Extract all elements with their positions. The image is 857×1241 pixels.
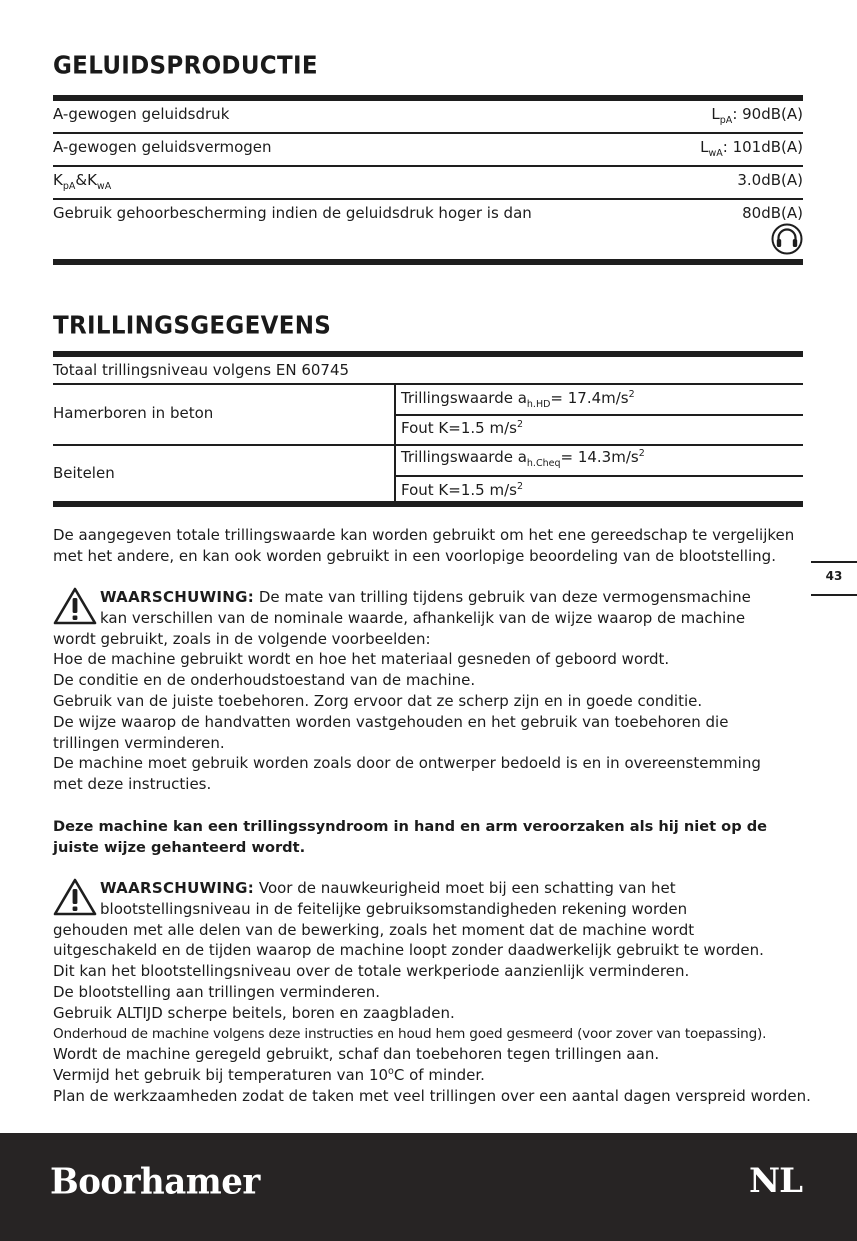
noise-heading: GELUIDSPRODUCTIE bbox=[53, 52, 318, 81]
vibration-value: Trillingswaarde $a_{h.Cheq}= 14.3m/s^2$ bbox=[401, 448, 645, 469]
noise-row-value: $L_{wA}$: 101dB(A) bbox=[700, 138, 803, 159]
divider bbox=[53, 165, 803, 167]
vibration-value: Trillingswaarde $a_{h.HD}= 17.4m/s^2$ bbox=[401, 389, 635, 410]
page-number: 43 bbox=[825, 569, 843, 583]
ear-protection-icon bbox=[771, 223, 803, 255]
page-tab-rule bbox=[811, 594, 857, 596]
vibration-error: Fout K=1.5 $m/s^2$ bbox=[401, 419, 523, 437]
column-divider bbox=[394, 445, 396, 502]
warning-2: WAARSCHUWING: Voor de nauwkeurigheid moet bij een schatting van het blootstellingsniveau in de feitelijke gebruiksomstandigheden rekening worden gehouden met alle delen van de bewerking, zoals het moment dat de machine wordt uitgeschakeld en de tijden waarop de machine loopt zonder daadwerkelijk gebruikt te worden. Dit kan het blootstellingsniveau over de totale werkperiode aanzienlijk verminderen. De blootstelling aan trillingen verminderen. Gebruik ALTIJD scherpe beitels, boren en zaagbladen. Onderhoud de machine volgens deze instructies en houd hem goed gesmeerd (voor zover van toepassing). Wordt de machine geregeld gebruikt, schaf dan toebehoren tegen trillingen aan. Vermijd het gebruik bij temperaturen van 10$^o$C of minder. Plan de werkzaamheden zodat de taken met veel trillingen over een aantal dagen verspreid worden. bbox=[53, 879, 811, 1105]
vibration-group-label: Hamerboren in beton bbox=[53, 404, 214, 422]
hand-arm-notice: Deze machine kan een trillingssyndroom in hand en arm veroorzaken als hij niet op de juiste wijze gehanteerd wordt. bbox=[53, 818, 768, 856]
divider bbox=[53, 198, 803, 200]
noise-row-label: $K_{pA}\&K_{wA}$ bbox=[53, 171, 112, 192]
vibration-bottom-rule bbox=[53, 501, 803, 507]
divider bbox=[53, 132, 803, 134]
warning-title: WAARSCHUWING: bbox=[100, 879, 255, 897]
vibration-table-header: Totaal trillingsniveau volgens EN 60745 bbox=[53, 361, 350, 379]
noise-row-label: Gebruik gehoorbescherming indien de geluidsdruk hoger is dan bbox=[53, 204, 532, 222]
language-code: NL bbox=[749, 1161, 802, 1201]
noise-row-value: 3.0dB(A) bbox=[737, 171, 803, 189]
noise-bottom-rule bbox=[53, 259, 803, 265]
noise-row-label: A-gewogen geluidsdruk bbox=[53, 105, 230, 123]
divider bbox=[395, 414, 803, 416]
product-title: Boorhamer bbox=[50, 1161, 260, 1203]
noise-row-value: $L_{pA}$: 90dB(A) bbox=[711, 105, 803, 126]
divider bbox=[395, 475, 803, 477]
page-tab-rule bbox=[811, 561, 857, 563]
vibration-top-rule bbox=[53, 351, 803, 357]
warning-1: WAARSCHUWING: De mate van trilling tijdens gebruik van deze vermogensmachine kan verschillen van de nominale waarde, afhankelijk van de wijze waarop de machine wordt gebruikt, zoals in de volgende voorbeelden: Hoe de machine gebruikt wordt en hoe het materiaal gesneden of geboord wordt. De conditie en de onderhoudstoestand van de machine. Gebruik van de juiste toebehoren. Zorg ervoor dat ze scherp zijn en in goede conditie. De wijze waarop de handvatten worden vastgehouden en het gebruik van toebehoren die trillingen verminderen. De machine moet gebruik worden zoals door de ontwerper bedoeld is en in overeenstemming met deze instructies. bbox=[53, 588, 761, 794]
warning-title: WAARSCHUWING: bbox=[100, 588, 255, 606]
noise-row-label: A-gewogen geluidsvermogen bbox=[53, 138, 272, 156]
footer-bar bbox=[0, 1133, 857, 1241]
divider bbox=[53, 383, 803, 385]
noise-row-value: 80dB(A) bbox=[742, 204, 803, 222]
divider bbox=[53, 444, 803, 446]
vibration-heading: TRILLINGSGEGEVENS bbox=[53, 312, 332, 341]
vibration-group-label: Beitelen bbox=[53, 464, 115, 482]
vibration-error: Fout K=1.5 $m/s^2$ bbox=[401, 481, 523, 499]
noise-top-rule bbox=[53, 95, 803, 101]
intro-paragraph: De aangegeven totale trillingswaarde kan worden gebruikt om het ene gereedschap te vergelijken met het andere, en kan ook worden gebruikt in een voorlopige beoordeling van de blootstelling. bbox=[53, 526, 795, 565]
